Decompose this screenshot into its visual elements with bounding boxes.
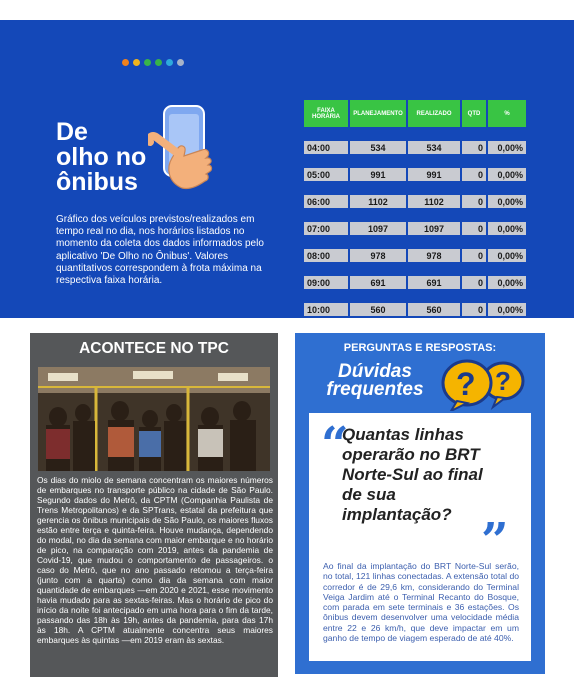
cell-qty: 0 [462,276,488,289]
faq-card [309,413,531,661]
faq-heading-line: frequentes [326,379,424,400]
svg-text:?: ? [495,366,511,396]
bus-monitor-panel [0,20,574,318]
subway-crowd-photo [38,367,270,471]
cell-planned: 534 [350,141,408,154]
cell-done: 978 [408,249,462,262]
phone-hand-icon [148,102,228,197]
news-panel [30,333,278,677]
cell-percent: 0,00% [488,222,526,235]
cell-hour: 07:00 [304,222,350,235]
decorative-dots [122,59,184,66]
cell-qty: 0 [462,222,488,235]
cell-done: 691 [408,276,462,289]
cell-hour: 05:00 [304,168,350,181]
open-quote-icon: “ [321,417,349,473]
cell-planned: 978 [350,249,408,262]
faq-panel [295,333,545,674]
question-bubbles-icon [437,357,529,411]
decorative-dot [133,59,140,66]
col-header-planned: PLANEJAMENTO [350,100,408,127]
decorative-dot [122,59,129,66]
cell-percent: 0,00% [488,195,526,208]
table-row [304,141,526,154]
cell-done: 560 [408,303,462,316]
cell-done: 1102 [408,195,462,208]
cell-hour: 06:00 [304,195,350,208]
cell-hour: 08:00 [304,249,350,262]
faq-heading-line: Dúvidas [338,361,412,382]
cell-percent: 0,00% [488,276,526,289]
decorative-dot [144,59,151,66]
news-title: ACONTECE NO TPC [79,340,229,357]
cell-percent: 0,00% [488,249,526,262]
col-header-percent: % [488,100,526,127]
cell-planned: 691 [350,276,408,289]
cell-percent: 0,00% [488,303,526,316]
cell-planned: 560 [350,303,408,316]
decorative-dot [177,59,184,66]
hero-title-line: De [56,118,88,146]
faq-heading [317,363,433,399]
table-row [304,195,526,208]
hero-title-line: olho no [56,143,147,171]
table-row [304,249,526,262]
cell-qty: 0 [462,141,488,154]
cell-done: 991 [408,168,462,181]
cell-hour: 04:00 [304,141,350,154]
col-header-done: REALIZADO [408,100,462,127]
close-quote-icon: ” [481,513,509,569]
table-row [304,303,526,316]
faq-answer: Ao final da implantação do BRT Norte-Sul serão, no total, 121 linhas conectadas. A extensão total do corredor é de 29,6 km, considerando do Terminal Veiga Jardim até o Terminal Recanto do Bosque, com parada em sete terminais e 36 estações. Os ônibus devem desenvolver uma velocidade média entre 22 e 26 km/h, que deve impactar em um ganho de tempo de viagem esperado de até 40%. [323,561,519,644]
cell-hour: 09:00 [304,276,350,289]
cell-percent: 0,00% [488,141,526,154]
cell-qty: 0 [462,303,488,316]
cell-done: 1097 [408,222,462,235]
cell-qty: 0 [462,168,488,181]
panel-description: Gráfico dos veículos previstos/realizados em tempo real no dia, nos horários listados no momento da coleta dos dados informados pelo aplicativo 'De Olho no Ônibus'. Valores quantitativos correspondem à frota máxima na respectiva faixa horária. [56,214,264,287]
cell-hour: 10:00 [304,303,350,316]
cell-qty: 0 [462,195,488,208]
cell-planned: 991 [350,168,408,181]
news-body: Os dias do miolo de semana concentram os maiores números de embarques no transporte público na cidade de São Paulo. Segundo dados do Metrô, da CPTM (Companhia Paulista de Trens Metropolitanos) e da SPTrans, estatal da prefeitura que gerencia os ônibus municipais de São Paulo, os maiores fluxos estão entre terça e quinta-feira. Houve mudança, dependendo do modal, no dia da semana com maior embarque e no horário de pico, na comparação com 2019, antes da pandemia de Covid-19, que mudou o comportamento de passageiros. o caso do Metrô, que no ano passado retomou a terça-feira (junto com a quarta) como dia da semana com maior quantidade de embarques —em 2020 e 2021, esse movimento havia mudado para as sextas-feiras. Mas o horário de pico do início da noite foi antecipado em uma hora para o fim da tarde, passando das 18h às 19h, antes da pandemia, para das 17h às 18h. A CPTM atualmente concentra seus maiores embarques às quintas —em 2019 eram às sextas. [37,475,273,645]
cell-done: 534 [408,141,462,154]
cell-planned: 1097 [350,222,408,235]
table-body [304,141,526,316]
cell-planned: 1102 [350,195,408,208]
col-header-hour: FAIXA HORÁRIA [304,100,350,127]
faq-question: Quantas linhas operarão no BRT Norte-Sul ao final de sua implantação? [342,425,483,524]
hero-title-line: ônibus [56,168,138,196]
table-row [304,168,526,181]
fleet-table [304,86,526,330]
cell-qty: 0 [462,249,488,262]
svg-text:?: ? [456,366,476,402]
cell-percent: 0,00% [488,168,526,181]
faq-kicker: PERGUNTAS E RESPOSTAS: [343,342,497,354]
table-row [304,276,526,289]
decorative-dot [155,59,162,66]
table-header-row [304,100,526,127]
col-header-qty: QTD [462,100,488,127]
decorative-dot [166,59,173,66]
table-row [304,222,526,235]
